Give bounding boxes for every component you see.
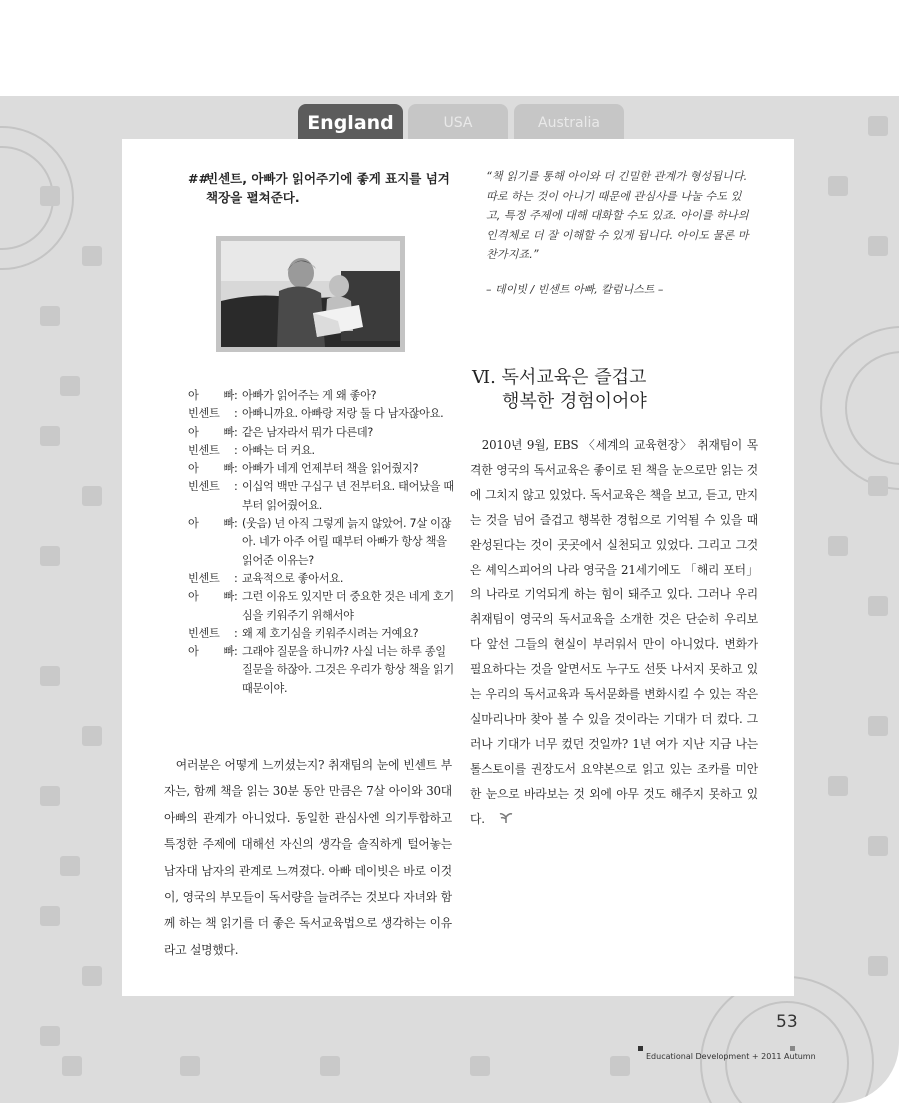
colon: : <box>234 645 238 659</box>
utterance: 그래야 질문을 하니까? 사실 너는 하루 종일 질문을 하잖아. 그것은 우리가 항상 책을 읽기 때문이야. <box>242 645 454 695</box>
dialogue-line <box>188 588 458 625</box>
decorative-square <box>40 786 60 806</box>
dialogue-line <box>188 625 458 643</box>
dialogue-line <box>188 570 458 588</box>
tab-england[interactable]: England <box>298 104 403 139</box>
dialogue-line <box>188 643 458 698</box>
dialogue-line <box>188 460 458 478</box>
end-mark-icon <box>487 808 501 820</box>
utterance: 그런 이유도 있지만 더 중요한 것은 네게 호기심을 키워주기 위해서야 <box>242 590 454 622</box>
decorative-square <box>868 596 888 616</box>
decorative-square <box>40 906 60 926</box>
decorative-square <box>868 116 888 136</box>
section-title-line-1: Ⅵ. 독서교육은 즐겁고 <box>472 367 647 388</box>
paragraph: 여러분은 어떻게 느끼셨는지? 취재팀의 눈에 빈센트 부자는, 함께 책을 읽는 30분 동안 만큼은 7살 아이와 30대 아빠의 관계가 아니었다. 동일한 관심사엔 의기투합하고 특정한 주제에 대해선 자신의 생각을 솔직하게 털어놓는 남자대 남자의 관계로 느껴졌다. 아빠 데이빗은 바로 이것이, 영국의 부모들이 독서량을 늘려주는 것보다 자녀와 함께 하는 책 읽기를 더 좋은 독서교육법으로 생각하는 이유라고 설명했다. <box>164 758 452 957</box>
colon: : <box>234 407 238 421</box>
speaker: 빈센트 <box>188 480 220 494</box>
colon: : <box>234 590 238 604</box>
decorative-square <box>40 546 60 566</box>
colon: : <box>234 425 238 439</box>
decorative-square <box>610 1056 630 1076</box>
decorative-square <box>180 1056 200 1076</box>
decorative-square <box>828 536 848 556</box>
speaker: 아 빠 <box>188 462 234 476</box>
paragraph <box>470 433 758 832</box>
decorative-square <box>82 726 102 746</box>
section-title <box>472 366 647 414</box>
utterance: 아빠는 더 커요. <box>242 443 315 457</box>
decorative-square <box>868 476 888 496</box>
utterance: 같은 남자라서 뭐가 다른데? <box>242 425 373 439</box>
decorative-square <box>868 236 888 256</box>
decorative-square <box>40 306 60 326</box>
colon: : <box>234 626 238 640</box>
dialogue-line <box>188 515 458 570</box>
publication-footer: Educational Development + 2011 Autumn <box>646 1052 816 1061</box>
utterance: 교육적으로 좋아서요. <box>242 571 344 585</box>
heading-mark: ## <box>188 171 209 186</box>
colon: : <box>234 443 238 457</box>
speaker: 아 빠 <box>188 590 234 604</box>
speaker: 아 빠 <box>188 517 234 531</box>
left-body-text <box>164 752 452 963</box>
photo-caption-heading <box>188 169 458 207</box>
decorative-square <box>40 186 60 206</box>
speaker: 빈센트 <box>188 407 220 421</box>
quote-attribution: – 데이빗 / 빈센트 아빠, 칼럼니스트 – <box>486 283 664 296</box>
colon: : <box>234 462 238 476</box>
decorative-square <box>470 1056 490 1076</box>
speaker: 빈센트 <box>188 626 220 640</box>
decorative-square <box>62 1056 82 1076</box>
tab-usa[interactable]: USA <box>408 104 508 139</box>
speaker: 아 빠 <box>188 389 234 402</box>
photo-father-son-reading <box>216 236 405 352</box>
dialogue-line <box>188 478 458 515</box>
decorative-square <box>868 836 888 856</box>
utterance: 왜 제 호기심을 키워주시려는 거예요? <box>242 626 419 640</box>
decorative-square <box>60 856 80 876</box>
dialogue-line <box>188 424 458 442</box>
utterance: 아빠가 읽어주는 게 왜 좋아? <box>242 389 377 402</box>
colon: : <box>234 389 238 402</box>
speaker: 아 빠 <box>188 645 234 659</box>
speaker: 아 빠 <box>188 425 234 439</box>
speaker: 빈센트 <box>188 571 220 585</box>
utterance: 이십억 백만 구십구 년 전부터요. 태어났을 때부터 읽어줬어요. <box>242 480 454 512</box>
dialogue-line <box>188 405 458 423</box>
tab-australia[interactable]: Australia <box>514 104 624 139</box>
decorative-square <box>320 1056 340 1076</box>
colon: : <box>234 480 238 494</box>
decorative-square <box>828 176 848 196</box>
heading-text: 빈센트, 아빠가 읽어주기에 좋게 표지를 넘겨 책장을 펼쳐준다. <box>206 171 450 205</box>
paragraph-text: 2010년 9월, EBS 〈세계의 교육현장〉 취재팀이 목격한 영국의 독서교육은 좋이로 된 책을 눈으로만 읽는 것에 그치지 않고 있었다. 독서교육은 책을 보고, 듣고, 만지는 것을 넘어 즐겁고 행복한 경험으로 기억될 수 있을 때 완성된다는 것이 곳곳에서 실천되고 있었다. 그리고 그것은 셰익스피어의 나라 영국을 21세기에도 「해리 포터」의 나라로 기억되게 하는 힘이 돼주고 있다. 그러나 우리 취재팀이 영국의 독서교육을 소개한 것은 단순히 우리보다 앞선 그들의 현실이 부러워서 만이 아니었다. 변화가 필요하다는 것을 알면서도 누구도 선뜻 나서지 못하고 있는 우리의 독서교육과 독서문화를 변화시킬 수 있는 작은 실마리나마 찾아 볼 수 있을 것이라는 기대가 더 컸다. 그러나 기대가 너무 컸던 것일까? 1년 여가 지난 지금 나는 톨스토이를 권장도서 요약본으로 읽고 있는 조카를 미안한 눈으로 바라보는 것 외에 아무 것도 해주지 못하고 있다. <box>470 438 758 826</box>
dialogue-line <box>188 387 458 405</box>
decorative-square <box>828 776 848 796</box>
colon: : <box>234 517 238 531</box>
footer-mark <box>790 1046 795 1051</box>
colon: : <box>234 571 238 585</box>
decorative-square <box>40 1026 60 1046</box>
utterance: (웃음) 넌 아직 그렇게 늙지 않았어. 7살 이잖아. 네가 아주 어릴 때부터 아빠가 항상 책을 읽어준 이유는? <box>242 517 452 567</box>
decorative-square <box>82 486 102 506</box>
right-body-text <box>470 433 758 832</box>
speaker: 빈센트 <box>188 443 220 457</box>
utterance: 아빠니까요. 아빠랑 저랑 둘 다 남자잖아요. <box>242 407 444 421</box>
decorative-square <box>60 376 80 396</box>
pull-quote: “책 읽기를 통해 아이와 더 긴밀한 관계가 형성됩니다. 따로 하는 것이 아니기 때문에 관심사를 나눌 수도 있고, 특정 주제에 대해 대화할 수도 있죠. 아이를 하나의 인격체로 더 잘 이해할 수 있게 됩니다. 아이도 물론 마찬가지죠.” <box>486 170 749 262</box>
dialogue-line <box>188 442 458 460</box>
decorative-square <box>40 666 60 686</box>
dialogue-transcript <box>188 387 458 698</box>
decorative-square <box>82 246 102 266</box>
footer-mark <box>638 1046 643 1051</box>
utterance: 아빠가 네게 언제부터 책을 읽어줬지? <box>242 462 419 476</box>
decorative-square <box>868 716 888 736</box>
page-number: 53 <box>776 1012 798 1032</box>
section-title-line-2: 행복한 경험이어야 <box>502 391 647 412</box>
decorative-square <box>40 426 60 446</box>
decorative-square <box>82 966 102 986</box>
decorative-square <box>868 956 888 976</box>
